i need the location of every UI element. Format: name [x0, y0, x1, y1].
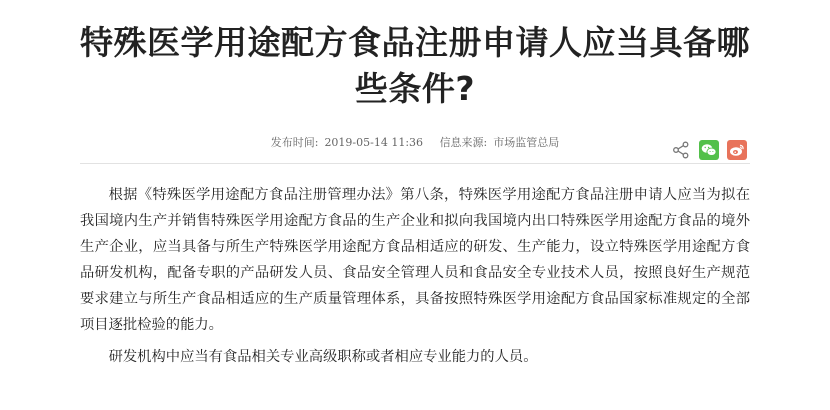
- article-title: [80, 20, 750, 112]
- publish-time-label: 发布时间:: [270, 136, 319, 149]
- source-label: 信息来源:: [439, 136, 488, 149]
- wechat-icon[interactable]: [699, 140, 719, 160]
- weibo-icon[interactable]: [727, 140, 747, 160]
- paragraph-1: 根据《特殊医学用途配方食品注册管理办法》第八条，特殊医学用途配方食品注册申请人应当为拟在我国境内生产并销售特殊医学用途配方食品的生产企业和拟向我国境内出口特殊医学用途配方食品的境外生产企业，应当具备与所生产特殊医学用途配方食品相适应的研发、生产能力，设立特殊医学用途配方食品研发机构，配备专职的产品研发人员、食品安全管理人员和食品安全专业技术人员，按照良好生产规范要求建立与所生产食品相适应的生产质量管理体系，具备按照特殊医学用途配方食品国家标准规定的全部项目逐批检验的能力。: [80, 187, 750, 333]
- paragraph-2: 研发机构中应当有食品相关专业高级职称或者相应专业能力的人员。: [108, 349, 538, 365]
- article-body: [80, 182, 750, 376]
- source: 市场监管总局: [493, 136, 560, 149]
- share-icon[interactable]: [672, 141, 690, 159]
- publish-time: 2019-05-14 11:36: [324, 136, 424, 149]
- article-meta: [80, 134, 750, 150]
- meta-divider: [80, 163, 750, 164]
- title-line-1: 特殊医学用途配方食品注册申请人应当具备哪: [80, 23, 750, 62]
- title-line-2: 些条件?: [354, 69, 476, 108]
- share-bar: [672, 140, 747, 160]
